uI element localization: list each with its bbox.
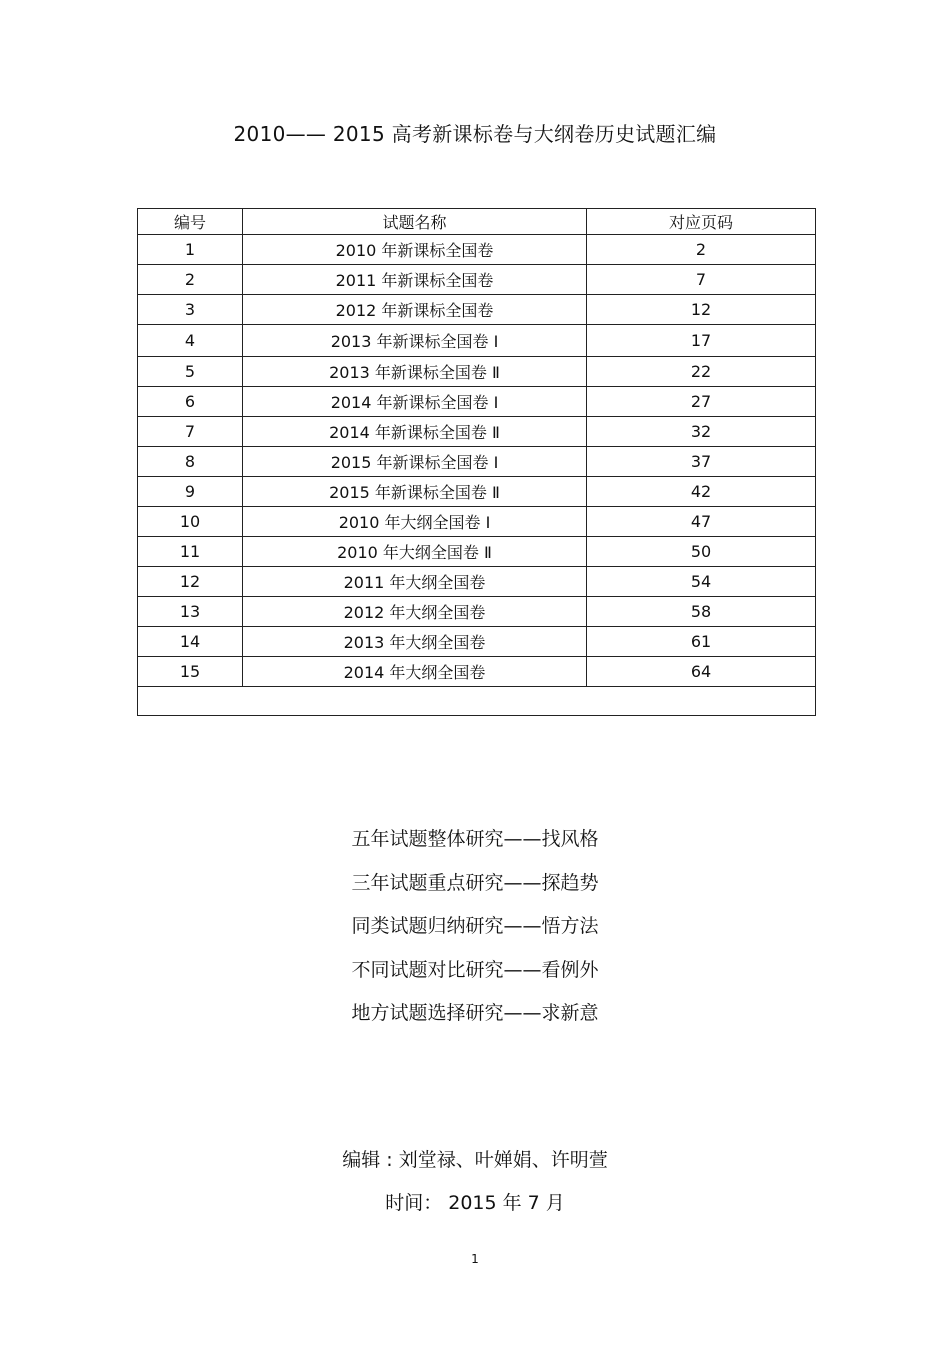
- table-row: [138, 295, 816, 325]
- row-page: 42: [587, 477, 816, 507]
- table-row: [138, 537, 816, 567]
- motto-line: 地方试题选择研究——求新意: [351, 1002, 599, 1024]
- row-number: 9: [138, 477, 243, 507]
- row-number: 13: [138, 597, 243, 627]
- row-page: 17: [587, 325, 816, 357]
- publish-date: 时间： 2015 年 7 月: [385, 1192, 565, 1214]
- header-page: 对应页码: [587, 209, 816, 235]
- row-exam-name: 2011 年新课标全国卷: [243, 265, 587, 295]
- row-page: 61: [587, 627, 816, 657]
- table-row: [138, 597, 816, 627]
- motto-list: [0, 818, 950, 1036]
- row-exam-name: 2013 年新课标全国卷 Ⅱ: [243, 357, 587, 387]
- row-page: 58: [587, 597, 816, 627]
- row-exam-name: 2014 年新课标全国卷 Ⅱ: [243, 417, 587, 447]
- row-number: 5: [138, 357, 243, 387]
- row-number: 14: [138, 627, 243, 657]
- row-exam-name: 2014 年大纲全国卷: [243, 657, 587, 687]
- table-row: [138, 357, 816, 387]
- motto-line: 三年试题重点研究——探趋势: [351, 871, 599, 894]
- row-number: 7: [138, 417, 243, 447]
- row-exam-name: 2012 年大纲全国卷: [243, 597, 587, 627]
- empty-cell: [138, 687, 816, 716]
- table-row: [138, 325, 816, 357]
- table-row: [138, 417, 816, 447]
- row-page: 64: [587, 657, 816, 687]
- row-number: 15: [138, 657, 243, 687]
- row-page: 27: [587, 387, 816, 417]
- row-exam-name: 2011 年大纲全国卷: [243, 567, 587, 597]
- row-page: 50: [587, 537, 816, 567]
- row-exam-name: 2015 年新课标全国卷 Ⅰ: [243, 447, 587, 477]
- row-page: 12: [587, 295, 816, 325]
- row-exam-name: 2013 年大纲全国卷: [243, 627, 587, 657]
- document-title: 2010—— 2015 高考新课标卷与大纲卷历史试题汇编: [233, 122, 717, 146]
- row-page: 54: [587, 567, 816, 597]
- table-empty-row: [138, 687, 816, 716]
- row-exam-name: 2013 年新课标全国卷 Ⅰ: [243, 325, 587, 357]
- table-row: [138, 447, 816, 477]
- table-row: [138, 567, 816, 597]
- table-row: [138, 477, 816, 507]
- page-number: 1: [471, 1252, 479, 1266]
- row-page: 7: [587, 265, 816, 295]
- row-exam-name: 2012 年新课标全国卷: [243, 295, 587, 325]
- row-number: 8: [138, 447, 243, 477]
- table-row: [138, 235, 816, 265]
- row-page: 22: [587, 357, 816, 387]
- row-exam-name: 2015 年新课标全国卷 Ⅱ: [243, 477, 587, 507]
- row-exam-name: 2010 年大纲全国卷 Ⅱ: [243, 537, 587, 567]
- row-page: 2: [587, 235, 816, 265]
- row-exam-name: 2010 年大纲全国卷 Ⅰ: [243, 507, 587, 537]
- motto-line: 五年试题整体研究——找风格: [351, 828, 599, 850]
- row-number: 12: [138, 567, 243, 597]
- row-number: 3: [138, 295, 243, 325]
- row-number: 10: [138, 507, 243, 537]
- table-header-row: [138, 209, 816, 235]
- motto-line: 同类试题归纳研究——悟方法: [351, 915, 599, 937]
- row-number: 2: [138, 265, 243, 295]
- contents-table: [137, 208, 816, 716]
- editor-credit: 编辑 : 刘堂禄、叶婵娟、许明萱: [342, 1149, 608, 1171]
- row-number: 11: [138, 537, 243, 567]
- row-number: 4: [138, 325, 243, 357]
- table-row: [138, 265, 816, 295]
- header-exam-name: 试题名称: [243, 209, 587, 235]
- header-number: 编号: [138, 209, 243, 235]
- table-row: [138, 657, 816, 687]
- table-row: [138, 507, 816, 537]
- row-page: 32: [587, 417, 816, 447]
- row-page: 37: [587, 447, 816, 477]
- row-exam-name: 2014 年新课标全国卷 Ⅰ: [243, 387, 587, 417]
- row-page: 47: [587, 507, 816, 537]
- motto-line: 不同试题对比研究——看例外: [351, 958, 599, 981]
- row-number: 6: [138, 387, 243, 417]
- row-number: 1: [138, 235, 243, 265]
- table-row: [138, 387, 816, 417]
- table-row: [138, 627, 816, 657]
- row-exam-name: 2010 年新课标全国卷: [243, 235, 587, 265]
